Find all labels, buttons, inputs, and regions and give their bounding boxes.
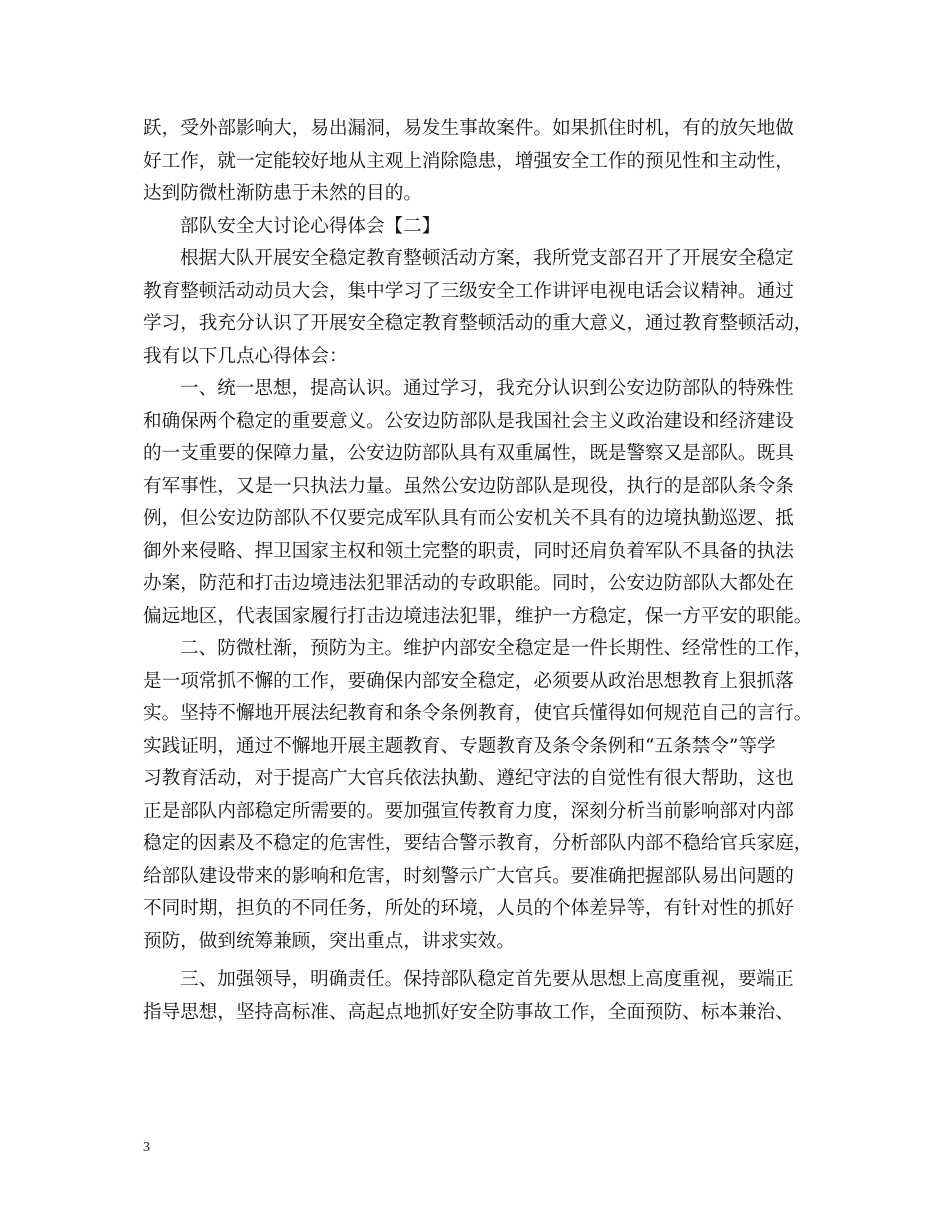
text-line: 三、加强领导，明确责任。保持部队稳定首先要从思想上高度重视，要端正 [180, 969, 794, 990]
text-line: 我有以下几点心得体会： [143, 345, 348, 367]
text-line: 御外来侵略、捍卫国家主权和领土完整的职责，同时还肩负着军队不具备的执法 [143, 540, 794, 562]
text-line: 给部队建设带来的影响和危害，时刻警示广大官兵。要准确把握部队易出问题的 [143, 865, 794, 887]
text-line: 例，但公安边防部队不仅要完成军队具有而公安机关不具有的边境执勤巡逻、抵 [143, 508, 794, 529]
text-line: 指导思想，坚持高标准、高起点地抓好安全防事故工作，全面预防、标本兼治、 [143, 1001, 794, 1023]
text-line: 实践证明，通过不懈地开展主题教育、专题教育及条令条例和“五条禁令”等学 [143, 735, 776, 757]
document-body [143, 113, 815, 1029]
text-line: 有军事性，又是一只执法力量。虽然公安边防部队是现役，执行的是部队条令条 [143, 475, 794, 497]
text-line: 的一支重要的保障力量，公安边防部队具有双重属性，既是警察又是部队。既具 [143, 443, 794, 464]
page-number: 3 [143, 1140, 150, 1155]
text-line: 跃，受外部影响大，易出漏洞，易发生事故案件。如果抓住时机，有的放矢地做 [143, 118, 794, 139]
section-heading: 部队安全大讨论心得体会【二】 [180, 215, 441, 237]
text-line: 稳定的因素及不稳定的危害性，要结合警示教育，分析部队内部不稳给官兵家庭， [143, 833, 813, 854]
text-line: 学习，我充分认识了开展安全稳定教育整顿活动的重大意义，通过教育整顿活动， [143, 313, 813, 334]
text-line: 正是部队内部稳定所需要的。要加强宣传教育力度，深刻分析当前影响部对内部 [143, 800, 794, 822]
text-line: 偏远地区，代表国家履行打击边境违法犯罪，维护一方稳定，保一方平安的职能。 [143, 605, 813, 627]
text-line: 是一项常抓不懈的工作，要确保内部安全稳定，必须要从政治思想教育上狠抓落 [143, 670, 794, 692]
text-line: 实。坚持不懈地开展法纪教育和条令条例教育，使官兵懂得如何规范自己的言行。 [143, 703, 813, 724]
text-line: 教育整顿活动动员大会，集中学习了三级安全工作讲评电视电话会议精神。通过 [143, 280, 794, 302]
text-line: 不同时期，担负的不同任务，所处的环境，人员的个体差异等，有针对性的抓好 [143, 898, 794, 919]
text-line: 二、防微杜渐，预防为主。维护内部安全稳定是一件长期性、经常性的工作， [180, 638, 813, 659]
text-line: 根据大队开展安全稳定教育整顿活动方案，我所党支部召开了开展安全稳定 [180, 248, 794, 269]
text-line: 办案，防范和打击边境违法犯罪活动的专政职能。同时，公安边防部队大都处在 [143, 573, 794, 594]
text-line: 和确保两个稳定的重要意义。公安边防部队是我国社会主义政治建设和经济建设 [143, 410, 794, 432]
text-line: 习教育活动，对于提高广大官兵依法执勤、遵纪守法的自觉性有很大帮助，这也 [143, 768, 794, 789]
text-line: 预防，做到统筹兼顾，突出重点，讲求实效。 [143, 930, 515, 952]
text-line: 一、统一思想，提高认识。通过学习，我充分认识到公安边防部队的特殊性 [180, 378, 794, 399]
text-line: 好工作，就一定能较好地从主观上消除隐患，增强安全工作的预见性和主动性， [143, 150, 794, 172]
text-line: 达到防微杜渐防患于未然的目的。 [143, 183, 422, 204]
